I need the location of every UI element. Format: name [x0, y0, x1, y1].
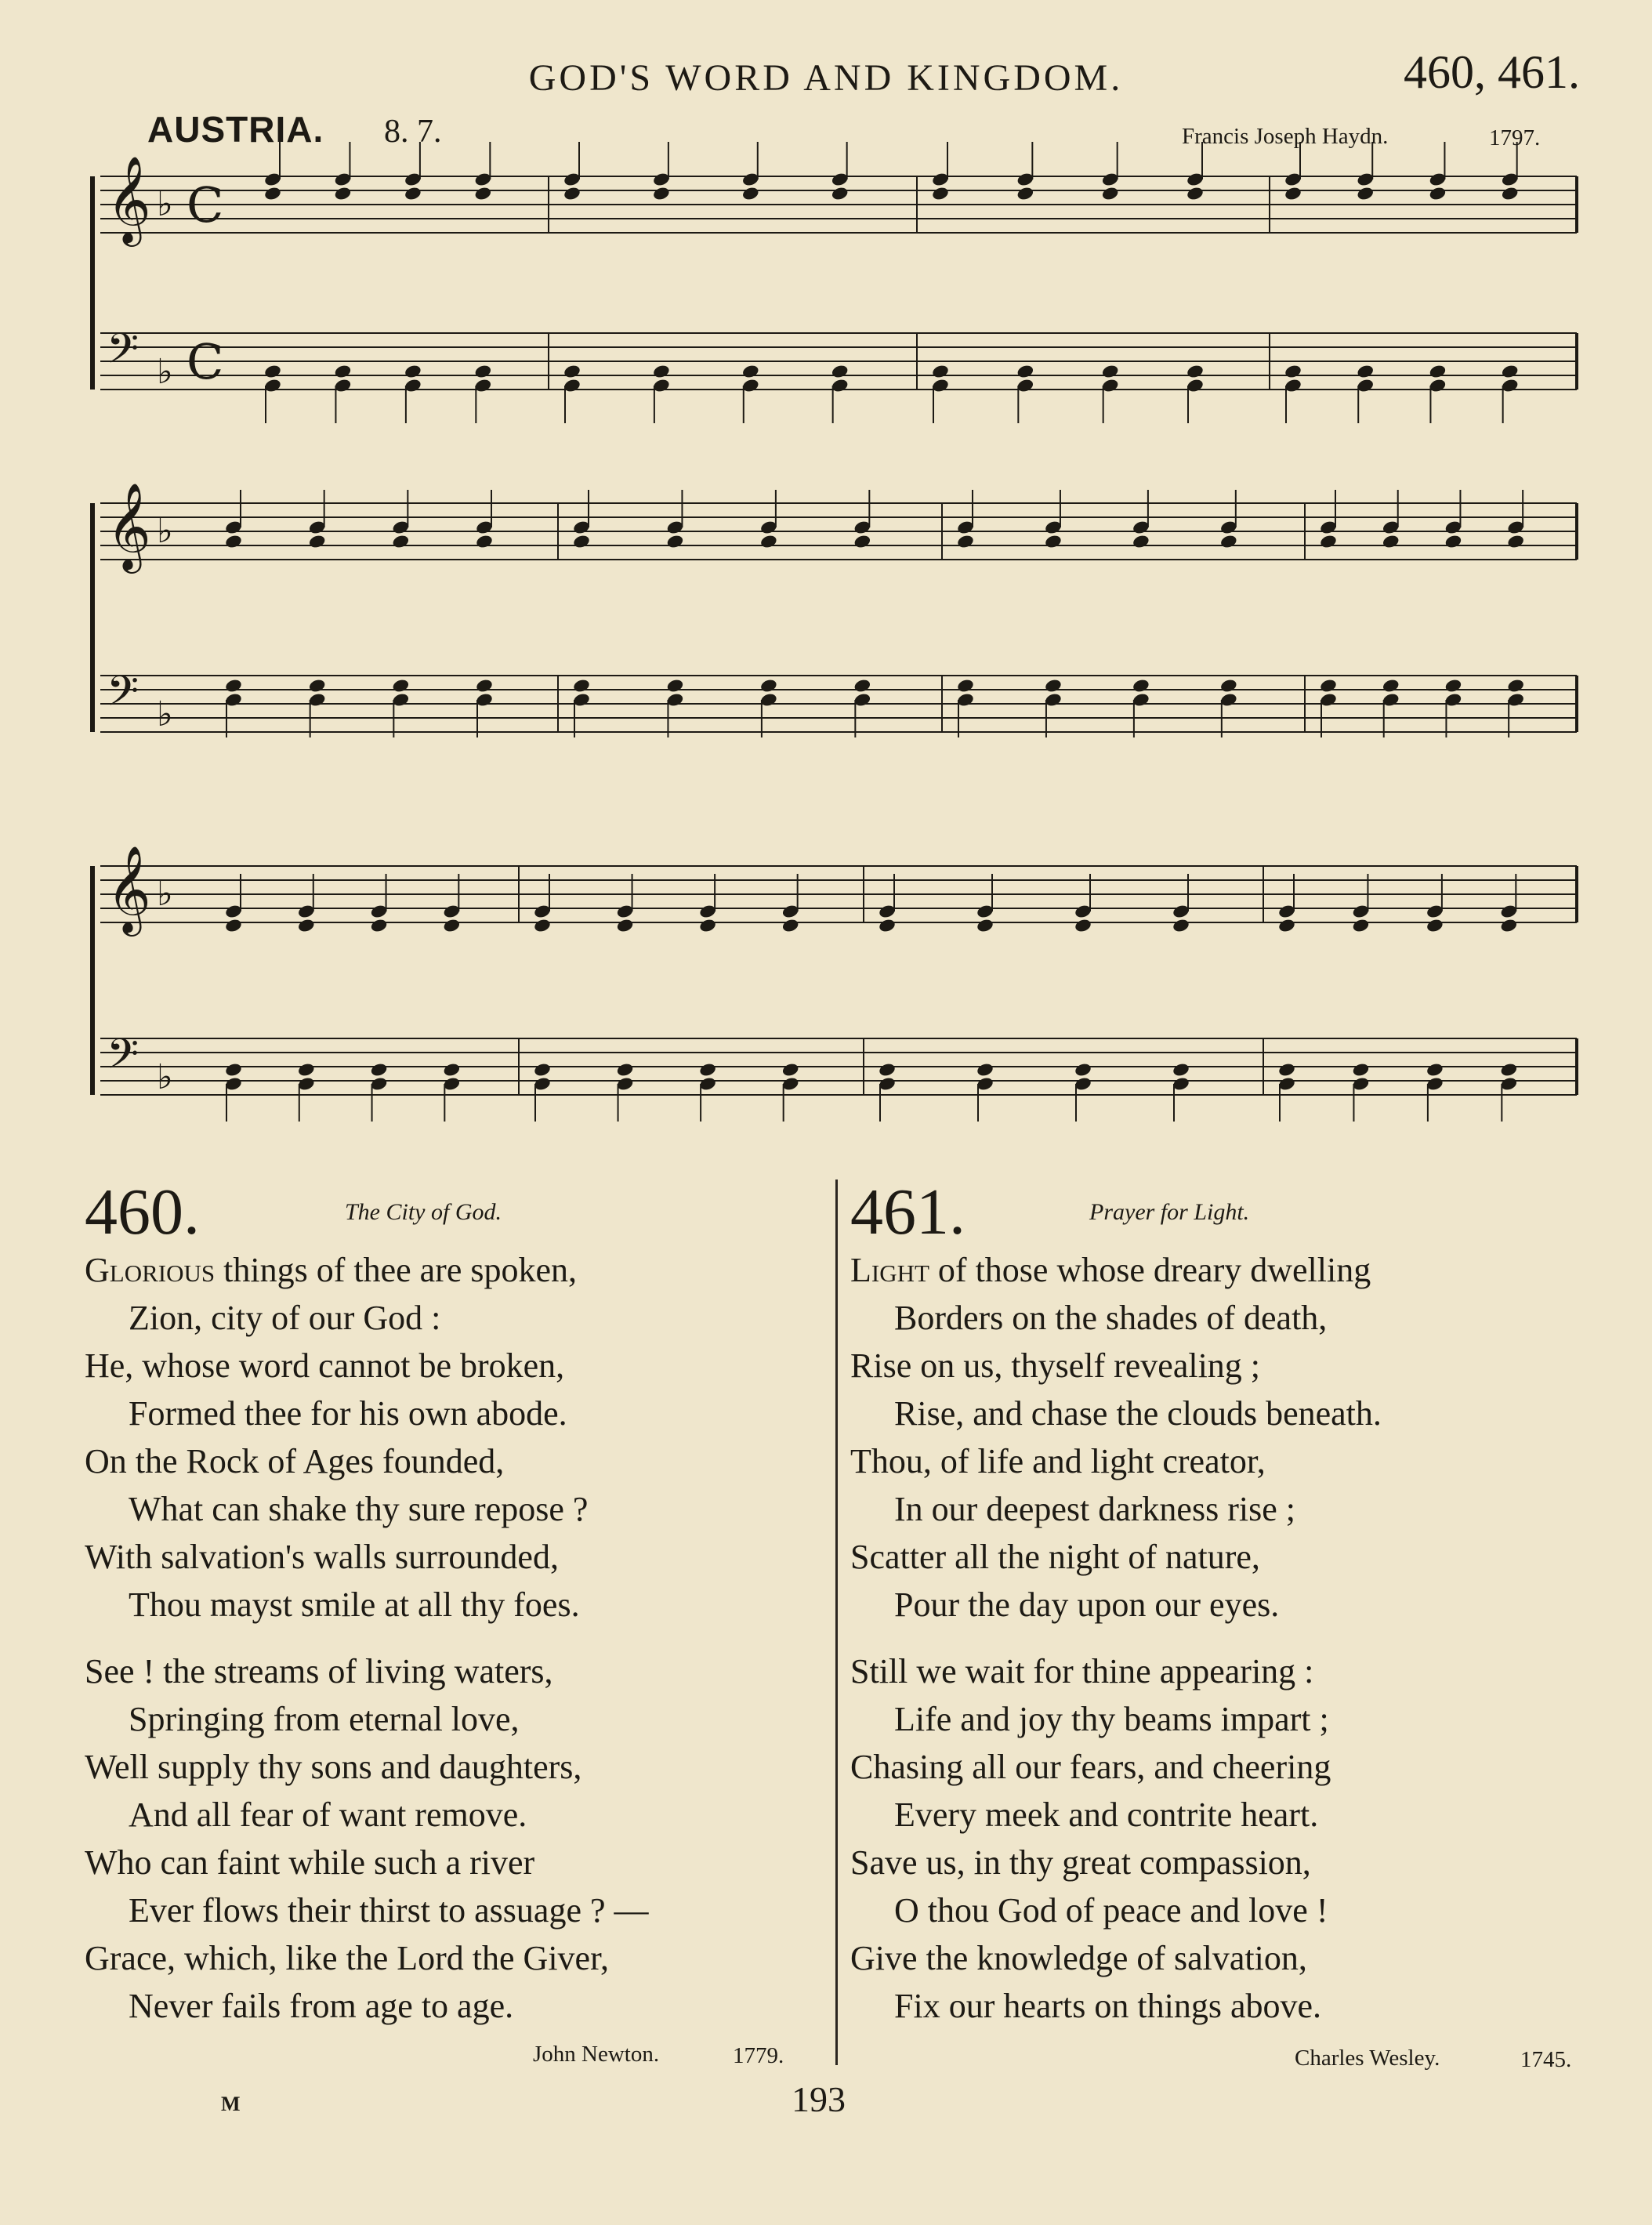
- note-head: [666, 534, 685, 549]
- note-head: [1356, 186, 1375, 201]
- stanza-first-word: Glorious: [85, 1251, 216, 1289]
- composer: Francis Joseph Haydn.: [1182, 124, 1389, 149]
- verse-line: Who can faint while such a river: [85, 1843, 535, 1882]
- verse-line: Rise on us, thyself revealing ;: [850, 1346, 1261, 1385]
- note-head: [297, 1062, 316, 1078]
- page-number: 193: [792, 2079, 846, 2119]
- flat-sign-icon: ♭: [157, 874, 173, 914]
- note-head: [263, 186, 282, 201]
- author: John Newton.: [533, 2042, 660, 2067]
- note-head: [563, 364, 581, 379]
- author-year: 1779.: [733, 2043, 784, 2068]
- note-head: [652, 186, 671, 201]
- tune-name: AUSTRIA.: [147, 109, 324, 150]
- bass-clef-icon: 𝄢: [107, 1031, 139, 1089]
- verse-line: Zion, city of our God :: [129, 1299, 441, 1337]
- note-head: [759, 678, 778, 694]
- flat-sign-icon: ♭: [157, 694, 173, 734]
- note-head: [475, 678, 494, 694]
- common-time-icon: C: [187, 176, 224, 234]
- hymn-number: 461.: [850, 1176, 965, 1248]
- note-head: [1356, 364, 1375, 379]
- note-head: [976, 1062, 994, 1078]
- column-divider: [835, 1180, 838, 2065]
- verse-line: Borders on the shades of death,: [894, 1299, 1328, 1337]
- verse-line: Rise, and chase the clouds beneath.: [894, 1394, 1382, 1433]
- note-head: [533, 1062, 552, 1078]
- verse-line: In our deepest darkness rise ;: [894, 1490, 1295, 1528]
- note-head: [263, 364, 282, 379]
- hymn-subtitle: Prayer for Light.: [1089, 1199, 1250, 1225]
- composer-year: 1797.: [1489, 125, 1541, 150]
- note-head: [931, 364, 950, 379]
- note-head: [1101, 186, 1120, 201]
- flat-sign-icon: ♭: [157, 352, 173, 392]
- note-head: [1044, 678, 1063, 694]
- verse-line: Every meek and contrite heart.: [894, 1796, 1319, 1834]
- note-head: [308, 678, 327, 694]
- running-title: GOD'S WORD AND KINGDOM.: [528, 57, 1124, 99]
- note-head: [1044, 534, 1063, 549]
- note-head: [224, 534, 243, 549]
- note-head: [1284, 186, 1302, 201]
- verse-line: Chasing all our fears, and cheering: [850, 1748, 1331, 1786]
- verse-line: Well supply thy sons and daughters,: [85, 1748, 582, 1786]
- note-head: [224, 1062, 243, 1078]
- verse-line: Never fails from age to age.: [129, 1987, 514, 2025]
- note-head: [572, 534, 591, 549]
- note-head: [1382, 534, 1400, 549]
- treble-clef-icon: 𝄞: [107, 845, 151, 933]
- note-head: [976, 918, 994, 933]
- verse-line: Thou mayst smile at all thy foes.: [129, 1585, 580, 1624]
- note-head: [370, 1062, 389, 1078]
- verse-line: Light of those whose dreary dwelling: [850, 1251, 1371, 1289]
- note-head: [572, 678, 591, 694]
- verse-line: Save us, in thy great compassion,: [850, 1843, 1311, 1882]
- note-head: [1219, 534, 1238, 549]
- signature-mark: M: [221, 2093, 241, 2115]
- note-head: [1500, 918, 1519, 933]
- verse-line: On the Rock of Ages founded,: [85, 1442, 505, 1480]
- note-head: [878, 1062, 897, 1078]
- note-head: [1219, 678, 1238, 694]
- note-head: [533, 918, 552, 933]
- note-head: [931, 186, 950, 201]
- note-head: [698, 918, 717, 933]
- note-head: [1074, 918, 1092, 933]
- note-head: [1352, 918, 1371, 933]
- treble-clef-icon: 𝄞: [107, 155, 151, 243]
- note-head: [474, 186, 493, 201]
- note-head: [1352, 1062, 1371, 1078]
- note-head: [666, 678, 685, 694]
- verse-line: Springing from eternal love,: [129, 1700, 520, 1738]
- verse-line: What can shake thy sure repose ?: [129, 1490, 589, 1528]
- verse-line: See ! the streams of living waters,: [85, 1652, 553, 1690]
- verse-line: Formed thee for his own abode.: [129, 1394, 567, 1433]
- stanza-first-word: Light: [850, 1251, 929, 1289]
- note-head: [759, 534, 778, 549]
- note-head: [1284, 364, 1302, 379]
- hymn-subtitle: The City of God.: [345, 1199, 502, 1225]
- author: Charles Wesley.: [1295, 2046, 1440, 2071]
- stanza: [85, 1647, 649, 2030]
- note-head: [1429, 186, 1447, 201]
- note-head: [1319, 534, 1338, 549]
- note-head: [224, 678, 243, 694]
- note-head: [1429, 364, 1447, 379]
- note-head: [474, 364, 493, 379]
- note-head: [1382, 678, 1400, 694]
- note-head: [616, 1062, 635, 1078]
- note-head: [781, 918, 800, 933]
- note-head: [1277, 918, 1296, 933]
- note-head: [1501, 364, 1520, 379]
- note-head: [392, 534, 411, 549]
- note-head: [1506, 678, 1525, 694]
- verse-line: With salvation's walls surrounded,: [85, 1538, 559, 1576]
- note-head: [781, 1062, 800, 1078]
- hymn-number-range: 460, 461.: [1404, 46, 1580, 98]
- stanza: [850, 1647, 1331, 2030]
- verse-line: Fix our hearts on things above.: [894, 1987, 1322, 2025]
- verse-line: Life and joy thy beams impart ;: [894, 1700, 1329, 1738]
- note-head: [224, 918, 243, 933]
- note-head: [404, 186, 422, 201]
- note-head: [1426, 918, 1444, 933]
- note-head: [652, 364, 671, 379]
- note-head: [475, 534, 494, 549]
- note-head: [956, 678, 975, 694]
- note-head: [1132, 534, 1150, 549]
- note-head: [1172, 1062, 1190, 1078]
- verse-line: Glorious things of thee are spoken,: [85, 1251, 577, 1289]
- note-head: [741, 364, 760, 379]
- note-head: [1426, 1062, 1444, 1078]
- note-head: [878, 918, 897, 933]
- note-head: [392, 678, 411, 694]
- note-head: [1277, 1062, 1296, 1078]
- flat-sign-icon: ♭: [157, 184, 173, 224]
- note-head: [334, 186, 353, 201]
- note-head: [853, 534, 872, 549]
- note-head: [1101, 364, 1120, 379]
- note-head: [741, 186, 760, 201]
- stanza: [85, 1246, 588, 1629]
- note-head: [1444, 534, 1463, 549]
- note-head: [308, 534, 327, 549]
- note-head: [698, 1062, 717, 1078]
- verse-line: Pour the day upon our eyes.: [894, 1585, 1280, 1624]
- note-head: [1172, 918, 1190, 933]
- note-head: [1501, 186, 1520, 201]
- note-head: [1132, 678, 1150, 694]
- note-head: [1074, 1062, 1092, 1078]
- hymn-number: 460.: [85, 1176, 200, 1248]
- note-head: [297, 918, 316, 933]
- note-head: [616, 918, 635, 933]
- note-head: [404, 364, 422, 379]
- note-head: [443, 918, 462, 933]
- note-head: [563, 186, 581, 201]
- note-head: [853, 678, 872, 694]
- note-head: [831, 364, 850, 379]
- verse-line: Give the knowledge of salvation,: [850, 1939, 1307, 1977]
- note-head: [1186, 364, 1205, 379]
- note-head: [1500, 1062, 1519, 1078]
- note-head: [1444, 678, 1463, 694]
- verse-line: O thou God of peace and love !: [894, 1891, 1328, 1930]
- verse-line: Ever flows their thirst to assuage ? —: [129, 1891, 649, 1930]
- stanza: [850, 1246, 1382, 1629]
- verse-line: He, whose word cannot be broken,: [85, 1346, 565, 1385]
- note-head: [370, 918, 389, 933]
- note-head: [1319, 678, 1338, 694]
- note-head: [1016, 364, 1035, 379]
- author-year: 1745.: [1520, 2047, 1572, 2072]
- verse-line: Thou, of life and light creator,: [850, 1442, 1266, 1480]
- note-head: [334, 364, 353, 379]
- flat-sign-icon: ♭: [157, 511, 173, 551]
- note-head: [443, 1062, 462, 1078]
- note-head: [831, 186, 850, 201]
- note-head: [1506, 534, 1525, 549]
- common-time-icon: C: [187, 333, 224, 390]
- verse-line: Grace, which, like the Lord the Giver,: [85, 1939, 609, 1977]
- verse-line: Still we wait for thine appearing :: [850, 1652, 1314, 1690]
- bass-clef-icon: 𝄢: [107, 325, 139, 383]
- note-head: [956, 534, 975, 549]
- note-head: [1016, 186, 1035, 201]
- treble-clef-icon: 𝄞: [107, 482, 151, 570]
- bass-clef-icon: 𝄢: [107, 668, 139, 726]
- note-head: [1186, 186, 1205, 201]
- flat-sign-icon: ♭: [157, 1057, 173, 1097]
- tune-meter: 8. 7.: [384, 114, 442, 150]
- verse-line: Scatter all the night of nature,: [850, 1538, 1260, 1576]
- verse-line: And all fear of want remove.: [129, 1796, 527, 1834]
